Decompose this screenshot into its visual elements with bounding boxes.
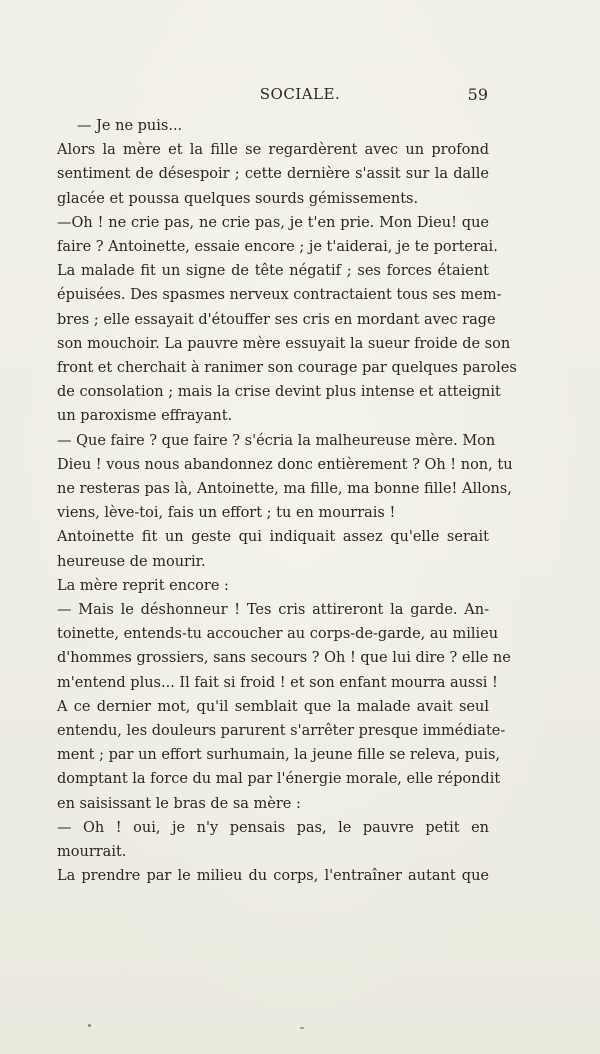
text-line: épuisées. Des spasmes nerveux contractaient tous ses mem- — [57, 287, 502, 304]
text-line: toinette, entends-tu accoucher au corps-de-garde, au milieu — [57, 626, 499, 643]
text-line: son mouchoir. La pauvre mère essuyait la sueur froide de son — [57, 335, 511, 352]
text-line: bres ; elle essayait d'étouffer ses cris en mordant avec rage — [57, 311, 496, 328]
text-line: — Oh ! oui, je n'y pensais pas, le pauvre petit en — [57, 819, 489, 836]
page-header — [0, 85, 600, 109]
text-line: mourrait. — [57, 844, 127, 861]
text-line: — Que faire ? que faire ? s'écria la malheureuse mère. Mon — [57, 432, 496, 449]
text-line: La mère reprit encore : — [57, 577, 229, 594]
text-line: de consolation ; mais la crise devint plus intense et atteignit — [57, 384, 501, 401]
text-line: La malade fit un signe de tête négatif ; ses forces étaient — [57, 263, 489, 280]
text-line: —Oh ! ne crie pas, ne crie pas, je t'en prie. Mon Dieu! que — [57, 214, 489, 231]
text-line: heureuse de mourir. — [57, 553, 206, 570]
text-line: Antoinette fit un geste qui indiquait assez qu'elle serait — [57, 529, 489, 546]
text-line: m'entend plus... Il fait si froid ! et son enfant mourra aussi ! — [57, 674, 498, 691]
paper-speck — [88, 1024, 91, 1027]
text-line: front et cherchait à ranimer son courage par quelques paroles — [57, 360, 517, 377]
text-line: entendu, les douleurs parurent s'arrêter presque immédiate- — [57, 723, 506, 740]
text-line: d'hommes grossiers, sans secours ? Oh ! que lui dire ? elle ne — [57, 650, 511, 667]
text-line: glacée et poussa quelques sourds gémissements. — [57, 190, 419, 207]
text-line: viens, lève-toi, fais un effort ; tu en mourrais ! — [57, 505, 396, 522]
text-line: — Mais le déshonneur ! Tes cris attireront la garde. An- — [57, 602, 489, 619]
text-line: — Je ne puis... — [77, 118, 183, 134]
text-line: sentiment de désespoir ; cette dernière s'assit sur la dalle — [57, 166, 489, 183]
text-line: ment ; par un effort surhumain, la jeune fille se releva, puis, — [57, 747, 501, 764]
page-number: 59 — [467, 85, 488, 104]
text-line: en saisissant le bras de sa mère : — [57, 795, 301, 812]
running-title: SOCIALE. — [259, 85, 341, 103]
body-text — [57, 114, 517, 889]
text-line: Alors la mère et la fille se regardèrent avec un profond — [57, 142, 489, 159]
text-line: La prendre par le milieu du corps, l'entraîner autant que — [57, 868, 489, 885]
text-line: ne resteras pas là, Antoinette, ma fille, ma bonne fille! Allons, — [57, 481, 512, 498]
text-line: un paroxisme effrayant. — [57, 408, 233, 425]
text-line: domptant la force du mal par l'énergie morale, elle répondit — [57, 771, 501, 788]
text-line: Dieu ! vous nous abandonnez donc entièrement ? Oh ! non, tu — [57, 456, 513, 473]
text-line: faire ? Antoinette, essaie encore ; je t'aiderai, je te porterai. — [57, 239, 498, 256]
paper-speck — [300, 1027, 304, 1029]
text-line: A ce dernier mot, qu'il semblait que la malade avait seul — [57, 698, 489, 715]
